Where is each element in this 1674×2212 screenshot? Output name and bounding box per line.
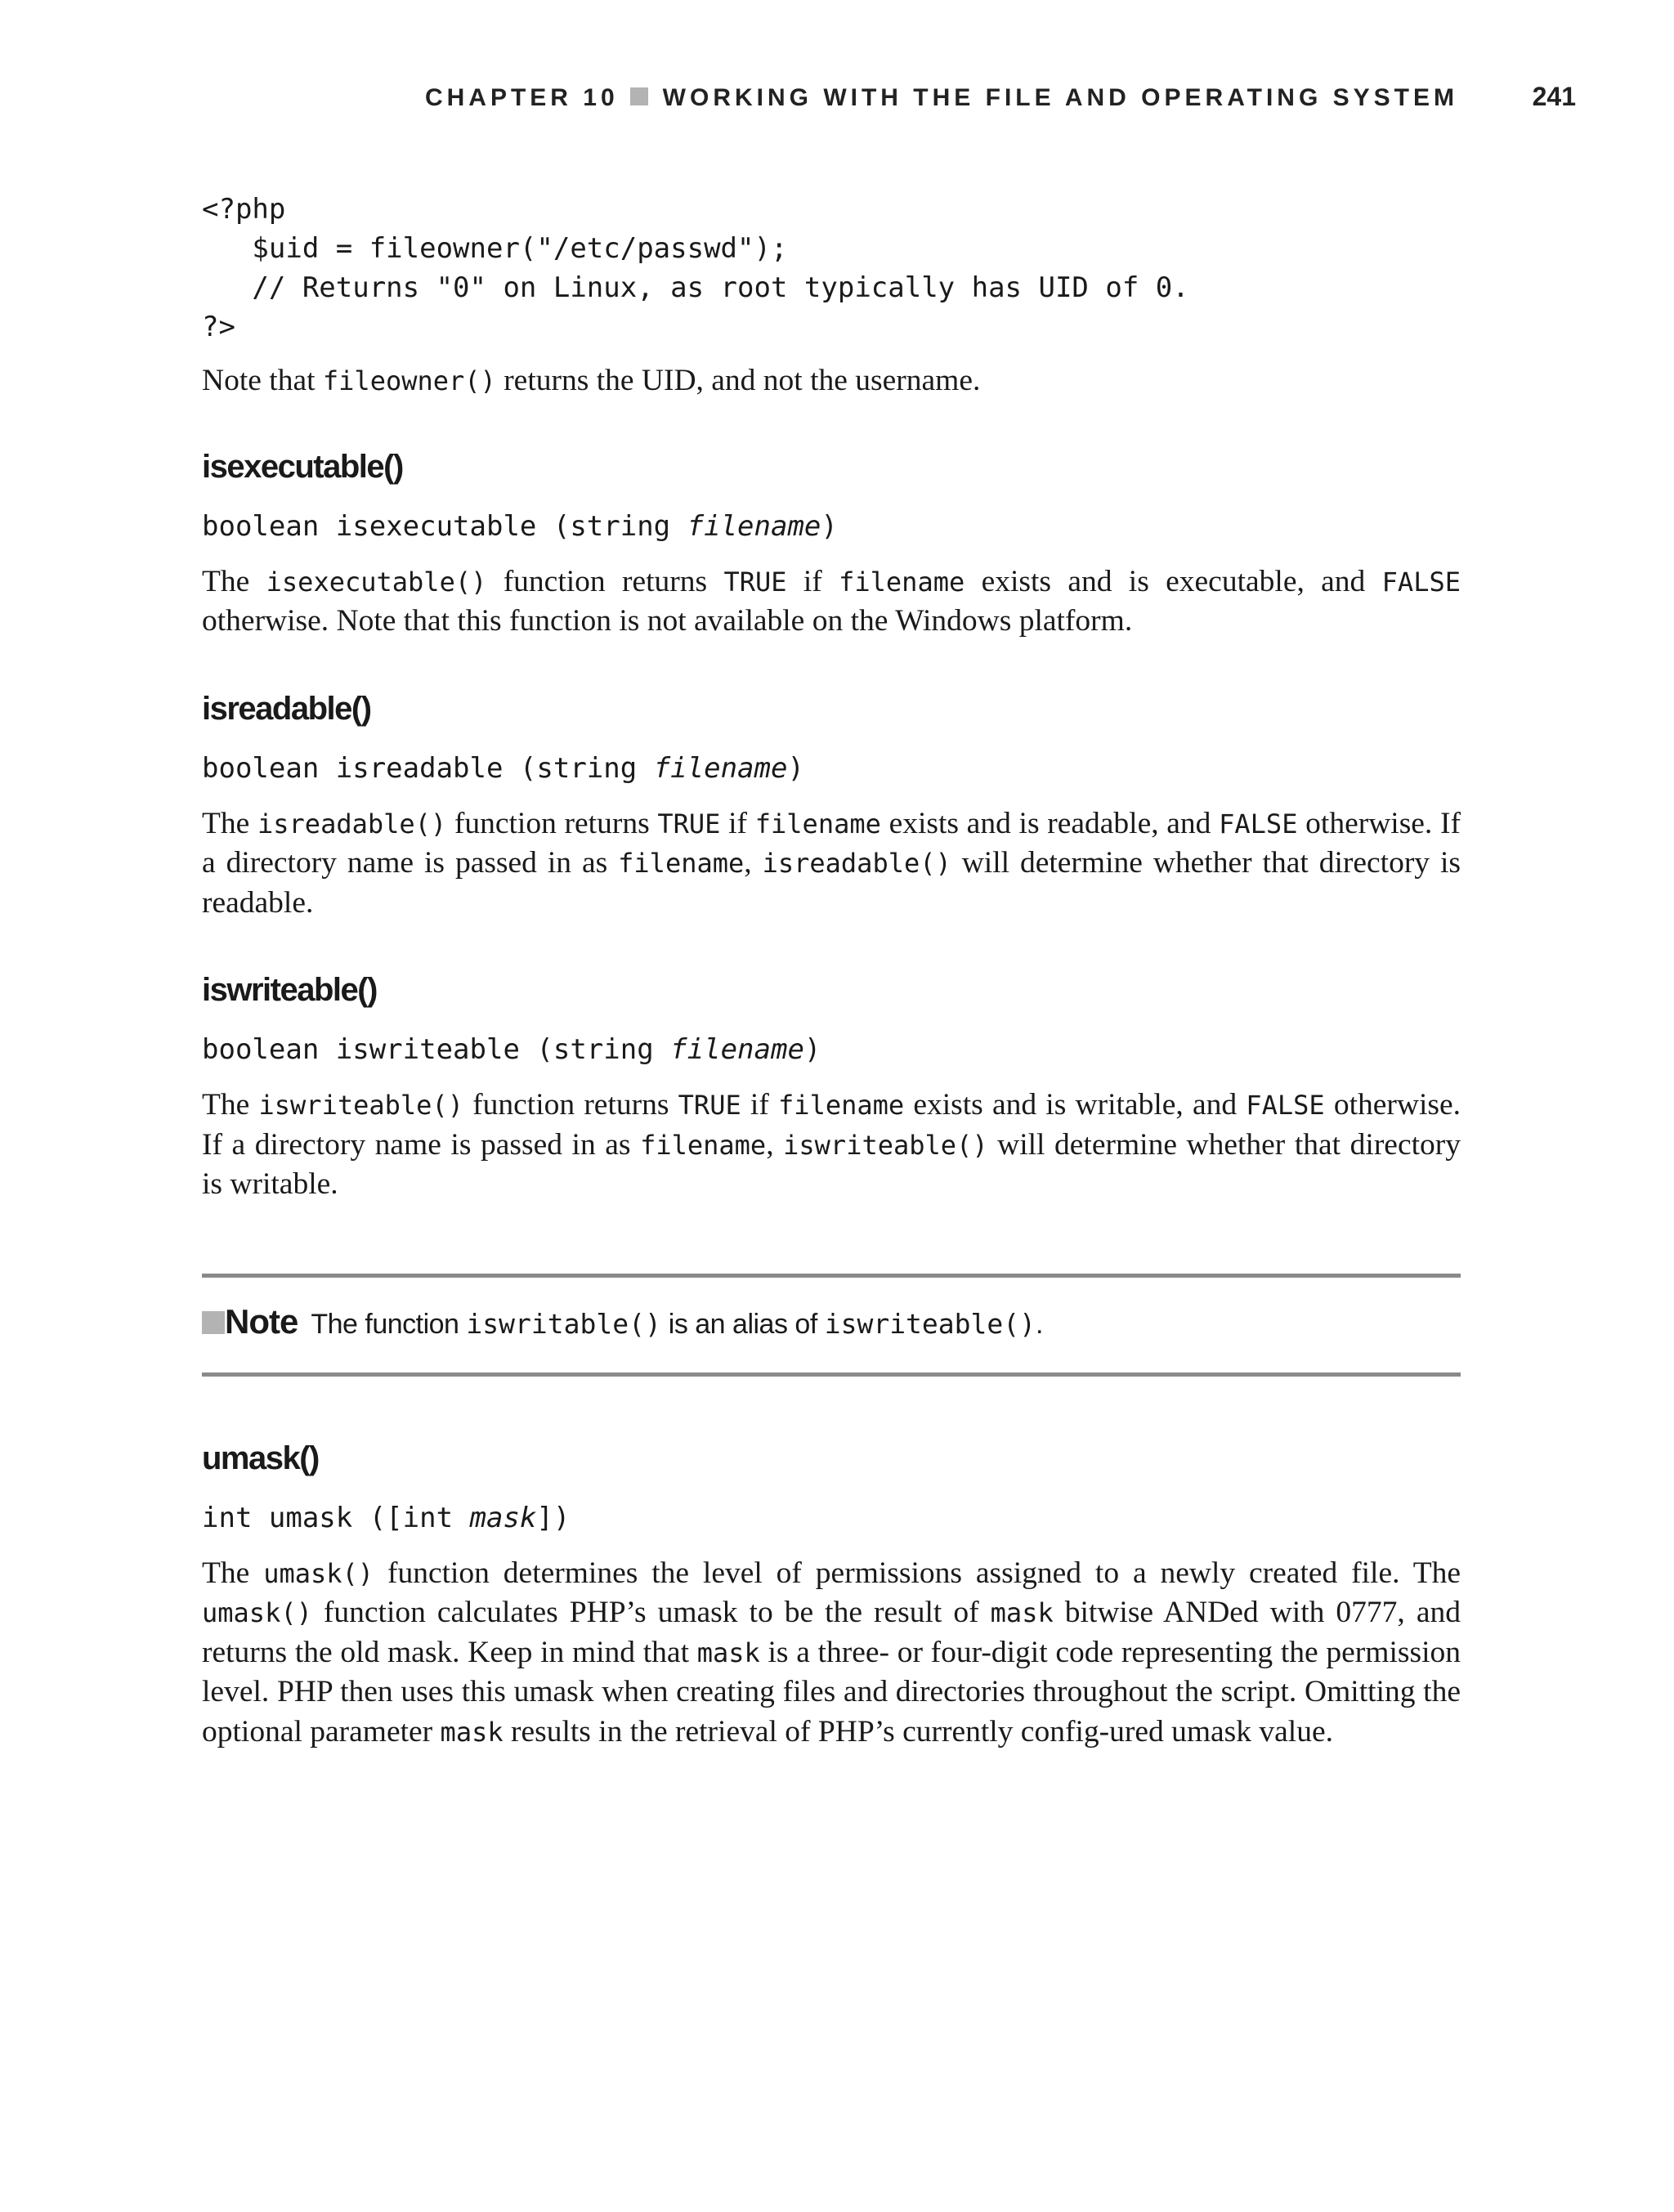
separator-square-icon <box>630 87 648 105</box>
section-heading-umask: umask() <box>202 1440 319 1476</box>
inline-code: filename <box>640 1129 767 1161</box>
text-run: boolean isreadable (string <box>202 751 654 785</box>
text-run: otherwise. If a directory name is passed in as <box>202 1088 1461 1162</box>
text-run: The <box>202 806 257 840</box>
text-run: function calculates PHP’s umask to be the result of <box>311 1596 991 1629</box>
text-run: otherwise. Note that this function is not available on the Windows platform. <box>202 604 1133 638</box>
section-heading-isexecutable: isexecutable() <box>202 448 403 485</box>
text-run: boolean iswriteable (string <box>202 1033 671 1066</box>
function-signature <box>202 1033 1461 1066</box>
inline-code: FALSE <box>1219 808 1298 840</box>
text-run: function determines the level of permissions assigned to a newly created file. The <box>374 1556 1461 1590</box>
inline-code: iswriteable() <box>824 1307 1036 1340</box>
param-name: mask <box>469 1501 537 1534</box>
param-name: filename <box>653 751 788 785</box>
inline-code: isexecutable() <box>266 566 487 598</box>
inline-code: umask() <box>263 1557 374 1589</box>
function-signature <box>202 1502 1461 1534</box>
inline-code: iswritable() <box>466 1307 661 1340</box>
text-run: otherwise. If a directory name is passed in as <box>202 806 1461 880</box>
inline-code: fileowner() <box>322 365 496 396</box>
text-run: , <box>744 846 763 880</box>
note-content <box>202 1302 1043 1341</box>
note-box <box>202 1274 1461 1377</box>
text-run: exists and is executable, and <box>965 564 1382 598</box>
function-signature <box>202 752 1461 785</box>
text-run: ) <box>803 1033 821 1066</box>
text-run: if <box>741 1088 779 1122</box>
text-run: is an alias of <box>660 1308 825 1340</box>
text-run: is a three- or four-digit code representing the permission level. PHP then uses this umask when creating files and directories throughout the script. Omitting the optional parameter <box>202 1635 1461 1749</box>
description-paragraph <box>202 562 1461 642</box>
text-run: The <box>202 1556 264 1590</box>
note-square-icon <box>202 1311 225 1334</box>
text-run: function returns <box>463 1088 678 1122</box>
text-run: int umask ([int <box>202 1501 470 1534</box>
text-run: Note that <box>202 364 323 397</box>
text-run: results in the retrieval of PHP’s currently config-ured umask value. <box>503 1714 1333 1749</box>
text-run: . <box>1036 1308 1043 1340</box>
text-run: if <box>720 806 755 840</box>
function-signature <box>202 510 1461 543</box>
section-heading-isreadable: isreadable() <box>202 690 371 727</box>
text-run: The function <box>311 1308 467 1340</box>
text-run: exists and is writable, and <box>904 1088 1247 1122</box>
inline-code: filename <box>754 808 881 840</box>
code-line: <?php <box>202 193 286 226</box>
code-line: $uid = fileowner("/etc/passwd"); <box>202 232 788 265</box>
description-paragraph <box>202 1554 1461 1753</box>
inline-code: filename <box>618 848 745 879</box>
note-text <box>311 1309 1043 1340</box>
param-name: filename <box>670 1033 804 1066</box>
code-line: // Returns "0" on Linux, as root typically has UID of 0. <box>202 271 1189 304</box>
text-run: ) <box>821 509 838 543</box>
text-run: , <box>766 1127 784 1162</box>
running-head <box>0 84 1458 112</box>
code-line: ?> <box>202 311 235 343</box>
text-run: function returns <box>486 564 724 598</box>
inline-code: umask() <box>202 1597 312 1628</box>
text-run: will determine whether that directory is writable. <box>202 1127 1461 1201</box>
inline-code: iswriteable() <box>258 1090 463 1121</box>
text-run: The <box>202 1088 259 1122</box>
inline-code: filename <box>839 566 965 598</box>
text-run: ]) <box>536 1501 571 1534</box>
inline-code: isreadable() <box>257 808 447 840</box>
text-run: boolean isexecutable (string <box>202 509 687 543</box>
inline-code: isreadable() <box>762 848 951 879</box>
chapter-title: WORKING WITH THE FILE AND OPERATING SYSTEM <box>662 84 1458 111</box>
inline-code: mask <box>696 1637 760 1668</box>
chapter-label: CHAPTER 10 <box>424 84 619 111</box>
page-number: 241 <box>1532 82 1576 111</box>
text-run: ) <box>787 751 804 785</box>
section-heading-iswriteable: iswriteable() <box>202 972 377 1008</box>
note-label: Note <box>225 1301 298 1341</box>
code-block <box>202 190 1461 347</box>
inline-code: TRUE <box>657 808 721 840</box>
param-name: filename <box>687 509 821 543</box>
text-run: bitwise ANDed with 0777, and returns the old mask. Keep in mind that <box>202 1596 1461 1669</box>
text-run: returns the UID, and not the username. <box>495 364 981 397</box>
inline-code: FALSE <box>1246 1090 1325 1121</box>
text-run: if <box>786 564 839 598</box>
text-run: will determine whether that directory is readable. <box>202 846 1461 920</box>
inline-code: mask <box>990 1597 1054 1628</box>
inline-code: filename <box>778 1090 905 1121</box>
description-paragraph <box>202 1086 1461 1205</box>
inline-code: TRUE <box>678 1090 741 1121</box>
inline-code: FALSE <box>1381 566 1461 598</box>
inline-code: iswriteable() <box>783 1129 988 1161</box>
text-run: exists and is readable, and <box>880 806 1220 840</box>
page-content <box>202 190 1461 1752</box>
text-run: The <box>202 564 266 598</box>
inline-code: mask <box>440 1716 504 1748</box>
description-paragraph <box>202 804 1461 924</box>
text-run: function returns <box>446 806 658 840</box>
intro-paragraph <box>202 361 1461 401</box>
inline-code: TRUE <box>723 566 787 598</box>
